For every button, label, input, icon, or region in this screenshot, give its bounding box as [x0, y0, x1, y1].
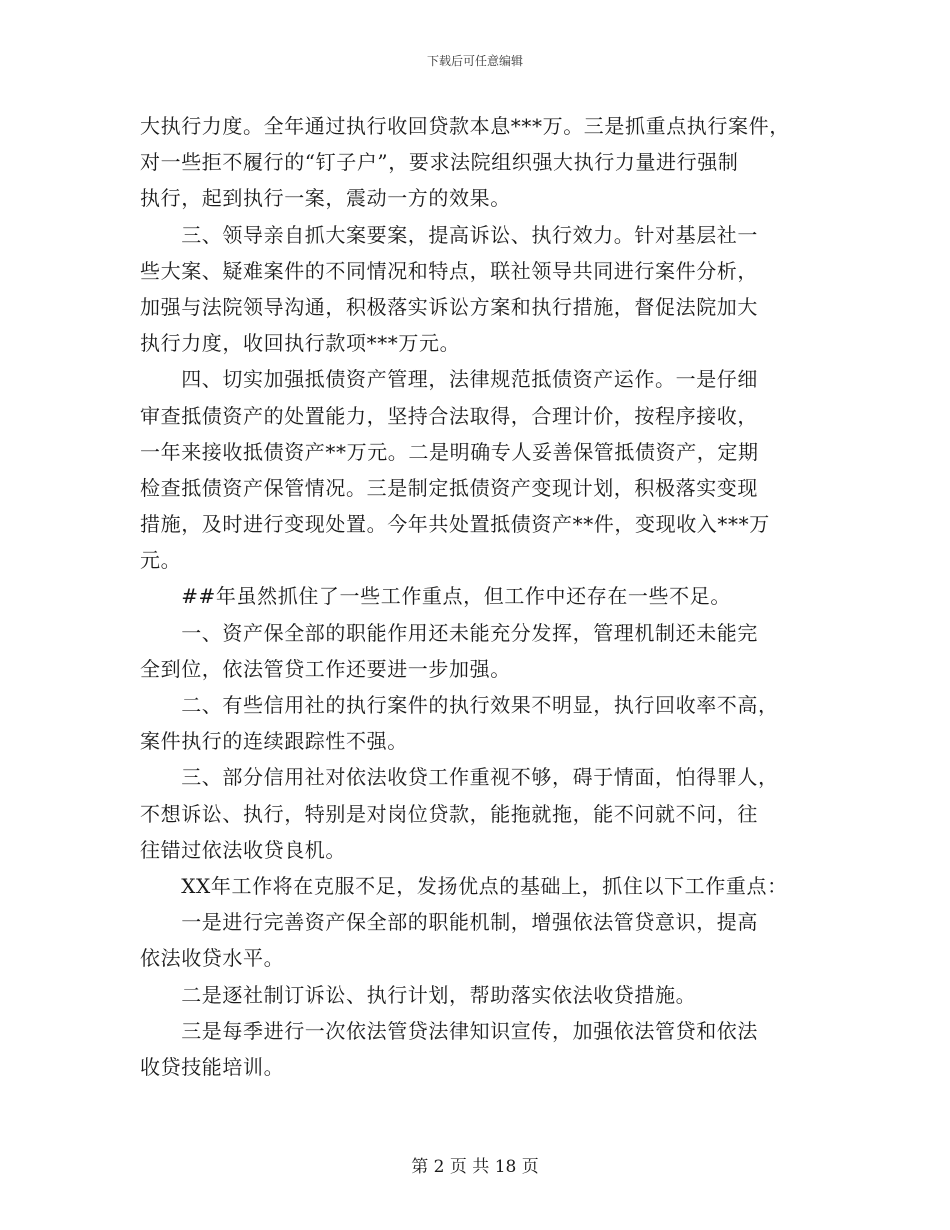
current-page-number: 2: [433, 1157, 445, 1177]
text-line: 执行力度，收回执行款项***万元。: [140, 331, 461, 356]
text-line: 一是进行完善资产保全部的职能机制，增强依法管贷意识，提高: [140, 910, 758, 935]
text-line: 四、切实加强抵债资产管理，法律规范抵债资产运作。一是仔细: [140, 367, 758, 392]
text-line: 二是逐社制订诉讼、执行计划，帮助落实依法收贷措施。: [140, 982, 697, 1007]
text-line: 收贷技能培训。: [140, 1054, 285, 1079]
text-line: 不想诉讼、执行，特别是对岗位贷款，能拖就拖，能不问就不问，往: [140, 801, 758, 826]
text-line: 二、有些信用社的执行案件的执行效果不明显，执行回收率不高，: [140, 693, 779, 717]
text-line: 些大案、疑难案件的不同情况和特点，联社领导共同进行案件分析，: [140, 258, 758, 283]
page-header: 下载后可任意编辑: [426, 54, 523, 68]
text-line: 元。: [140, 548, 182, 573]
footer-prefix: 第: [411, 1157, 429, 1177]
text-line: 一年来接收抵债资产**万元。二是明确专人妥善保管抵债资产，定期: [140, 439, 759, 464]
text-line: 执行，起到执行一案，震动一方的效果。: [140, 186, 511, 211]
text-line: 往错过依法收贷良机。: [140, 837, 346, 862]
text-line: 全到位，依法管贷工作还要进一步加强。: [140, 656, 511, 681]
text-line: XX年工作将在克服不足，发扬优点的基础上，抓住以下工作重点：: [140, 873, 788, 898]
text-line: 加强与法院领导沟通，积极落实诉讼方案和执行措施，督促法院加大: [140, 294, 758, 319]
text-line: 三、领导亲自抓大案要案，提高诉讼、执行效力。针对基层社一: [140, 222, 758, 247]
text-line: 三是每季进行一次依法管贷法律知识宣传，加强依法管贷和依法: [140, 1018, 758, 1043]
text-line: ##年虽然抓住了一些工作重点，但工作中还存在一些不足。: [140, 584, 731, 609]
total-pages-number: 18: [494, 1157, 517, 1177]
text-line: 检查抵债资产保管情况。三是制定抵债资产变现计划，积极落实变现: [140, 475, 758, 500]
footer-suffix: 页: [521, 1157, 539, 1177]
document-body: [140, 108, 820, 1085]
text-line: 大执行力度。全年通过执行收回贷款本息***万。三是抓重点执行案件，: [140, 114, 790, 138]
text-line: 一、资产保全部的职能作用还未能充分发挥，管理机制还未能完: [140, 620, 758, 645]
text-line: 措施，及时进行变现处置。今年共处置抵债资产**件，变现收入***万: [140, 512, 770, 537]
text-line: 三、部分信用社对依法收贷工作重视不够，碍于情面，怕得罪人，: [140, 765, 779, 790]
page-footer: [0, 1152, 950, 1177]
text-line: 对一些拒不履行的“钉子户”，要求法院组织强大执行力量进行强制: [140, 150, 739, 175]
footer-middle: 页 共: [449, 1157, 490, 1177]
text-line: 审查抵债资产的处置能力，坚持合法取得，合理计价，按程序接收，: [140, 403, 758, 428]
text-line: 案件执行的连续跟踪性不强。: [140, 729, 408, 754]
text-line: 依法收贷水平。: [140, 946, 285, 971]
